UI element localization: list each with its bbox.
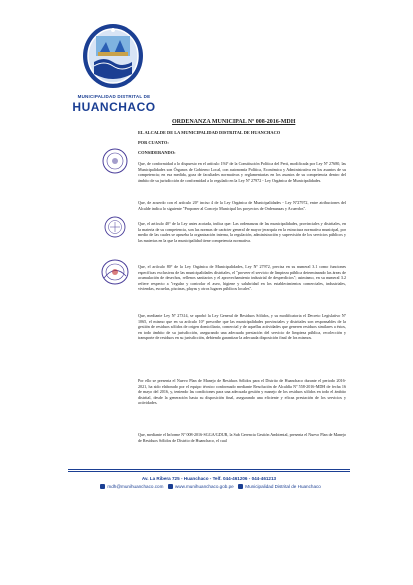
- por-cuanto-heading: POR CUANTO:: [138, 140, 169, 145]
- footer-address: Av. La Ribera 725 - Huanchaco - Telf. 044-461206 - 044-461213: [141, 476, 277, 481]
- official-seal-icon: [104, 216, 126, 238]
- official-seal-icon: [100, 258, 130, 286]
- paragraph-4: Que, el artículo 80° de la Ley Orgánica de Municipalidades, Ley Nº 27972, precisa en su numeral 3.1 como funciones específicas exclusivas de las municipalidades distritales, el "proveer el servicio de limpieza pública determinando las áreas de acumulación de desechos, rellenos sanitarios y el aprovechamiento industrial de desperdicios"; asimismo, en su numeral 3.2 refiere respecto a "regular y controlar el aseo, higiene y salubridad en los establecimientos comerciales, industriales, viviendas, escuelas, piscinas, playas y otros lugares públicos locales".: [138, 264, 346, 292]
- footer-rule-thin: [68, 471, 350, 472]
- ordinance-title: ORDENANZA MUNICIPAL Nº 008-2016-MDH: [172, 119, 296, 125]
- web-icon: [168, 484, 173, 489]
- logo-name: HUANCHACO: [72, 100, 156, 114]
- paragraph-7: Que, mediante el Informe Nº 008-2016-SGGA/GDUR, la Sub Gerencia Gestión Ambiental, presenta el Nuevo Plan de Manejo de Residuos Sólidos de Distrito de Huanchaco, el cual: [138, 432, 346, 443]
- paragraph-1: Que, de conformidad a lo dispuesto en el artículo 194° de la Constitución Política del Perú, modificada por Ley Nº 27680, las Municipalidades son Órganos de Gobierno Local, con autonomía Política, Económica y Administrativa en los asuntos de su competencia; en esa medida, goza de facultades normativas y reglamentarias en los asuntos de su competencia dentro del ámbito de su jurisdicción de conformidad a lo regulado en la Ley Nº 27972 - Ley Orgánica de Municipalidades.: [138, 161, 346, 183]
- official-seal-icon: [102, 148, 128, 174]
- footer-email[interactable]: mdh@munihuanchaco.com: [107, 484, 164, 489]
- paragraph-5: Que, mediante Ley Nº 27314, se aprobó la Ley General de Residuos Sólidos, y su modificatoria el Decreto Legislativo Nº 1065, el mismo que en su artículo 10° prescribe que las municipalidades provinciales y distritales son responsables de la gestión de residuos sólidos de origen domiciliario, comercial y de aquellas actividades que generen residuos similares a éstos, en todo ámbito de su jurisdicción, asegurando una adecuada prestación del servicio de limpieza pública, recolección y transporte de residuos en su jurisdicción, debiendo garantizar la adecuada disposición final de los mismos.: [138, 313, 346, 341]
- footer-website[interactable]: www.munihuanchaco.gob.pe: [174, 484, 234, 489]
- footer-contacts: [68, 484, 350, 489]
- footer-facebook[interactable]: Municipalidad Distrital de Huanchaco: [245, 484, 321, 489]
- logo-subtitle: MUNICIPALIDAD DISTRITAL DE: [77, 94, 151, 99]
- mail-icon: [100, 484, 105, 489]
- paragraph-2: Que, de acuerdo con el artículo 20° inciso 4 de la Ley Orgánica de Municipalidades - Ley Nº27972, entre atribuciones del Alcalde indica lo siguiente "Proponer al Concejo Municipal los proyectos de Ordenanzas y Acuerdos".: [138, 200, 346, 211]
- footer-rule-top: [68, 469, 350, 470]
- letterhead-footer: [68, 469, 350, 495]
- addressee-heading: EL ALCALDE DE LA MUNICIPALIDAD DISTRITAL DE HUANCHACO: [138, 130, 281, 135]
- municipal-logo: [62, 22, 166, 114]
- paragraph-6: Por ello se presenta el Nuevo Plan de Manejo de Residuos Sólidos para el Distrito de Huanchaco durante el periodo 2016-2021, ha sido elaborado por el equipo técnico conformado mediante Resolución de Alcaldía Nº 558-2016-MDH de fecha 16 de mayo del 2016, y, teniendo las condiciones para una adecuada gestión y manejo de los residuos sólidos en todo el ámbito distrital, desde la generación hasta su disposición final, asegurando una eficiente y eficaz prestación de los servicios y actividades.: [138, 378, 346, 406]
- paragraph-3: Que, el artículo 40° de la Ley antes acotada, indica que: Las ordenanzas de las municipalidades, provinciales y distritales, en la materia de su competencia, son las normas de carácter general de mayor jerarquía en la estructura normativa municipal, por medio de las cuales se aprueba la organización interna, la regulación, administración y supervisión de los servicios públicos y las materias en la que la municipalidad tiene competencia normativa.: [138, 221, 346, 243]
- considerando-heading: CONSIDERANDO:: [138, 150, 176, 155]
- crest-logo-icon: [80, 22, 146, 90]
- facebook-icon: [238, 484, 243, 489]
